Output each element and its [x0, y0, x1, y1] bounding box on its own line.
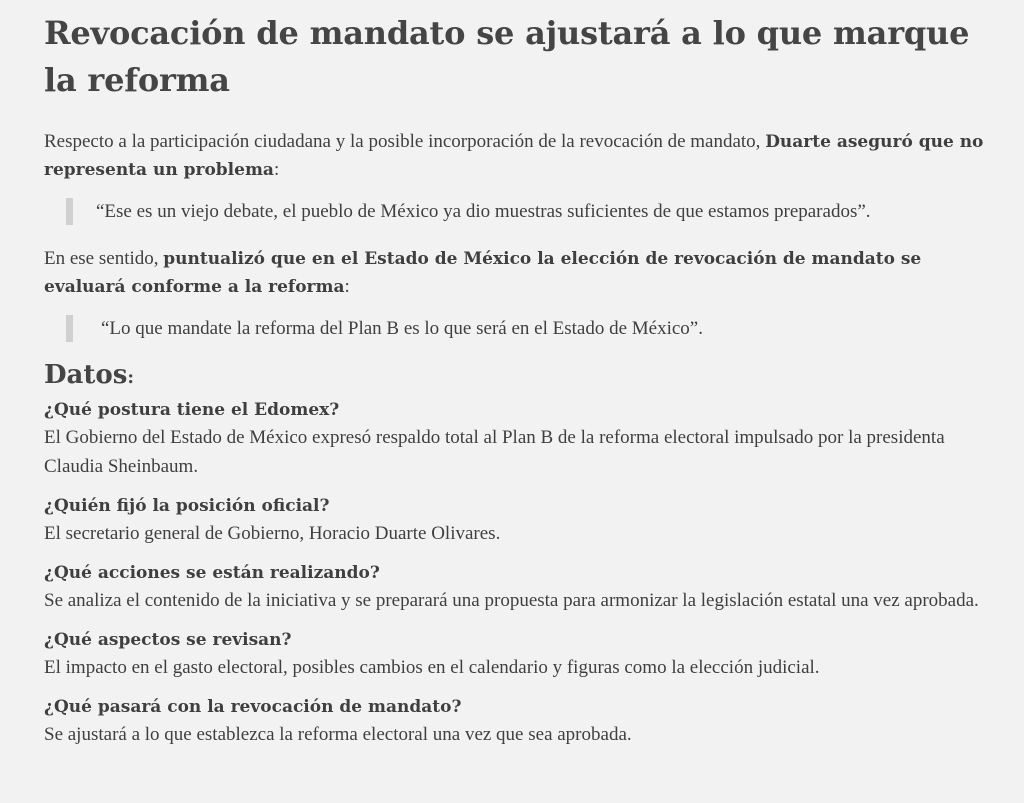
datos-heading-colon: :	[127, 367, 135, 388]
paragraph-intro-text: Respecto a la participación ciudadana y la posible incorporación de la revocación de mandato,	[44, 131, 766, 152]
paragraph-end-text: :	[344, 276, 350, 297]
paragraph-bold-text: puntualizó que en el Estado de México la elección de revocación de mandato se evaluará conforme a la reforma	[44, 249, 922, 297]
faq-answer: Se ajustará a lo que establezca la reforma electoral una vez que sea aprobada.	[44, 724, 632, 745]
faq-answer: El Gobierno del Estado de México expresó respaldo total al Plan B de la reforma electoral impulsado por la presidenta Claudia Sheinbaum.	[44, 427, 945, 477]
faq-item	[44, 493, 984, 548]
paragraph-bold-text: Duarte aseguró que no representa un problema	[44, 132, 984, 180]
faq-answer: El secretario general de Gobierno, Horacio Duarte Olivares.	[44, 523, 501, 544]
datos-heading-text: Datos	[44, 360, 128, 390]
blockquote-debate: “Ese es un viejo debate, el pueblo de México ya dio muestras suficientes de que estamos preparados”.	[66, 198, 984, 225]
faq-item	[44, 694, 984, 749]
faq-question: ¿Qué postura tiene el Edomex?	[44, 400, 340, 420]
faq-item	[44, 397, 984, 481]
faq-question: ¿Qué aspectos se revisan?	[44, 630, 292, 650]
paragraph-intro-text: En ese sentido,	[44, 248, 164, 269]
faq-question: ¿Qué acciones se están realizando?	[44, 563, 380, 583]
article-title: Revocación de mandato se ajustará a lo que marque la reforma	[44, 14, 970, 99]
paragraph-end-text: :	[273, 159, 280, 180]
faq-list	[44, 397, 984, 749]
paragraph-participacion	[44, 128, 984, 184]
faq-item	[44, 627, 984, 682]
paragraph-sentido	[44, 245, 984, 301]
faq-answer: Se analiza el contenido de la iniciativa y se preparará una propuesta para armonizar la legislación estatal una vez aprobada.	[44, 590, 979, 611]
blockquote-plan-b: “Lo que mandate la reforma del Plan B es lo que será en el Estado de México”.	[66, 315, 984, 342]
datos-heading	[44, 360, 984, 393]
faq-question: ¿Qué pasará con la revocación de mandato?	[44, 697, 462, 717]
faq-item	[44, 560, 984, 615]
faq-answer: El impacto en el gasto electoral, posibles cambios en el calendario y figuras como la elección judicial.	[44, 657, 820, 678]
faq-question: ¿Quién fijó la posición oficial?	[44, 496, 330, 516]
